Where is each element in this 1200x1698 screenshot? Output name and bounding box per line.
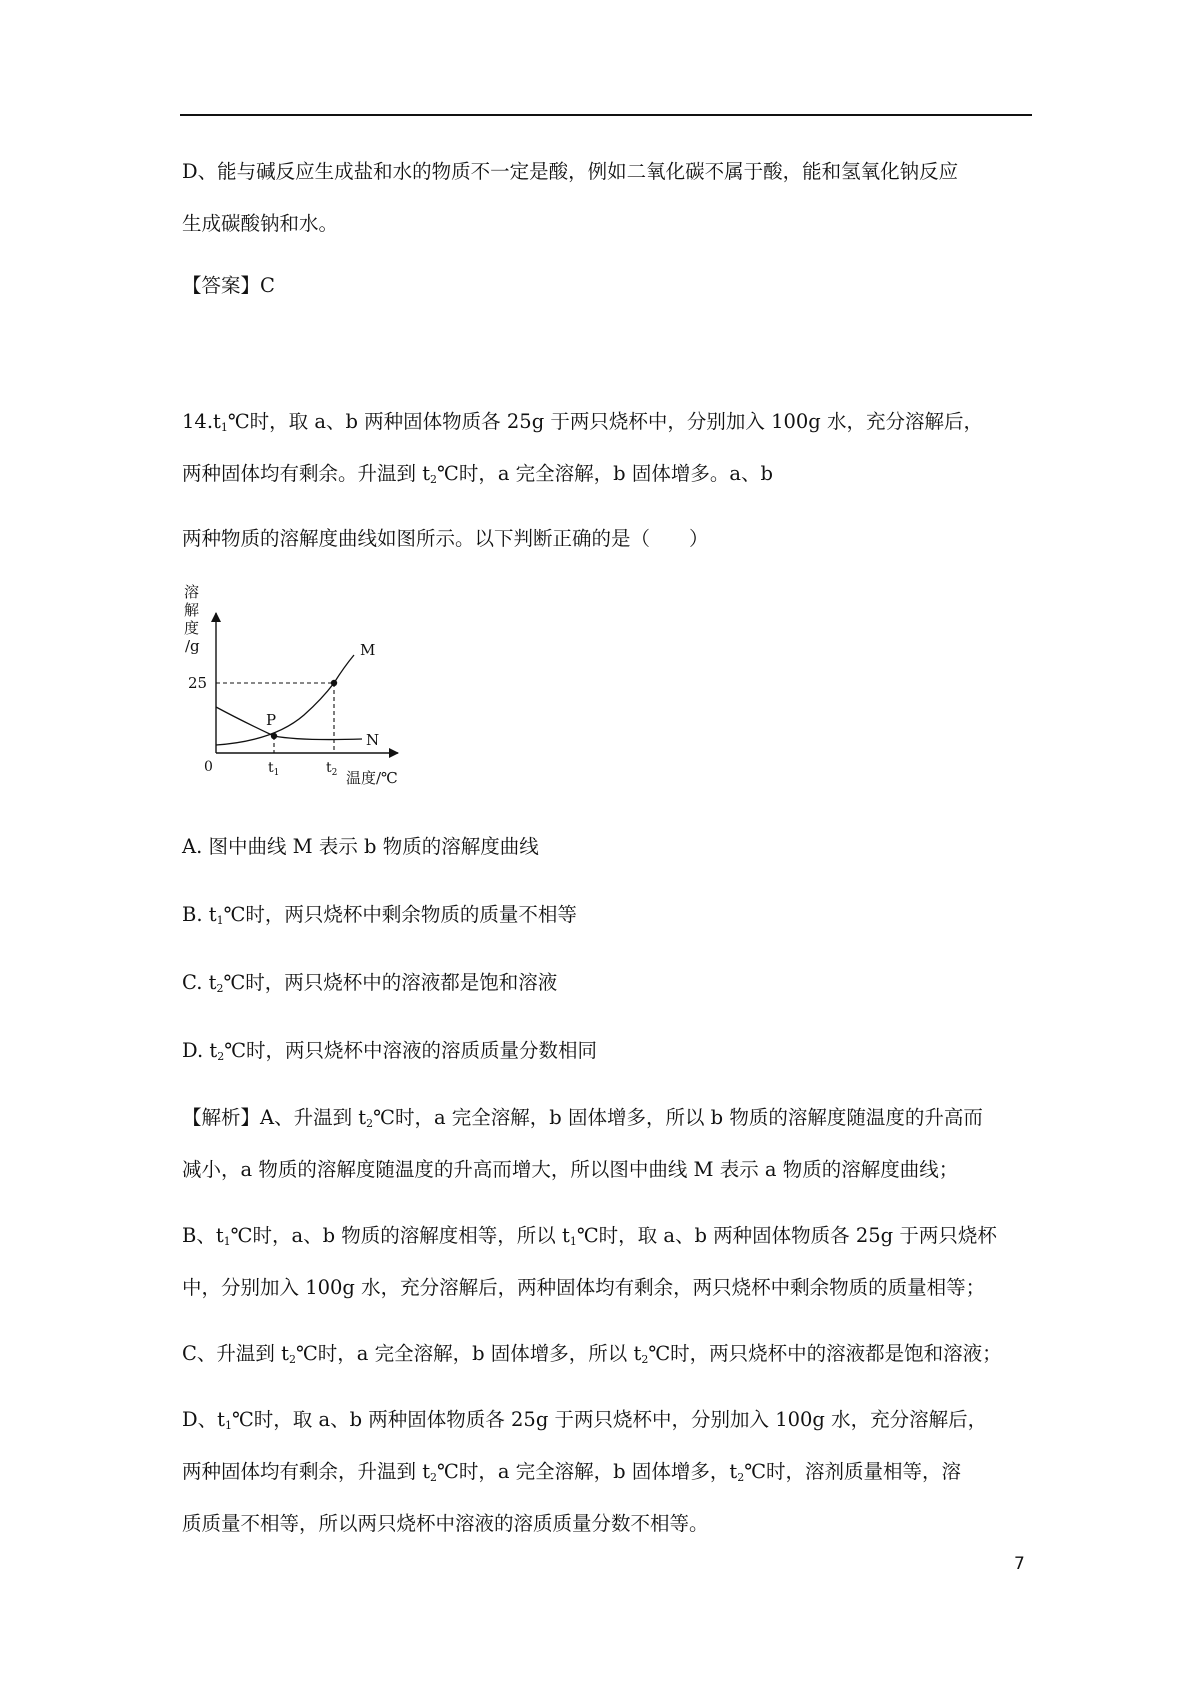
answer-line: 【答案】C (182, 274, 275, 297)
x-tick-t1: $t_1$ (268, 760, 280, 778)
y-tick-25: 25 (188, 674, 208, 692)
question-14-prompt: 两种物质的溶解度曲线如图所示。以下判断正确的是（ ） (182, 527, 709, 550)
ylabel-3: 度 (184, 619, 200, 637)
solubility-figure (182, 583, 422, 793)
point-p (271, 733, 277, 739)
ylabel-2: 解 (184, 601, 200, 619)
paragraph-d-explanation: D、能与碱反应生成盐和水的物质不一定是酸，例如二氧化碳不属于酸，能和氢氧化钠反应 生成碳酸钠和水。 (182, 160, 959, 235)
origin-label: 0 (204, 759, 213, 775)
curve-m (216, 655, 354, 745)
point-m-t2 (331, 680, 337, 686)
ylabel-1: 溶 (184, 583, 200, 601)
ylabel-4: /g (185, 637, 200, 655)
option-d: D. $t_2℃$时，两只烧杯中溶液的溶质质量分数相同 (182, 1039, 598, 1063)
curve-n-label: N (366, 731, 380, 749)
point-p-label: P (266, 711, 277, 729)
x-axis-label: 温度/℃ (346, 769, 398, 787)
option-c: C. $t_2℃$时，两只烧杯中的溶液都是饱和溶液 (182, 971, 558, 995)
x-tick-t2: $t_2$ (326, 760, 338, 778)
curve-m-label: M (360, 641, 376, 659)
option-b: B. $t_1℃$时，两只烧杯中剩余物质的质量不相等 (182, 903, 577, 927)
curve-n (216, 707, 362, 740)
analysis-c: C、升温到 $t_2℃$时，a 完全溶解，b 固体增多，所以 $t_2℃$时，两只烧杯中的溶液都是饱和溶液； (182, 1342, 1002, 1366)
analysis-d: D、$t_1℃$时，取 a、b 两种固体物质各 25g 于两只烧杯中，分别加入 100g 水，充分溶解后， 两种固体均有剩余，升温到 $t_2℃$时，a 完全溶解，b 固体增多，$t_2℃$时，溶剂质量相等，溶 质质量不相等，所以两只烧杯中溶液的溶质质量分数不相等。 (182, 1408, 988, 1535)
page-number: 7 (1014, 1554, 1025, 1574)
analysis-a: 【解析】A、升温到 $t_2℃$时，a 完全溶解，b 固体增多，所以 b 物质的溶解度随温度的升高而 减小，a 物质的溶解度随温度的升高而增大，所以图中曲线 M 表示 a 物质的溶解度曲线； (182, 1106, 983, 1181)
analysis-b: B、$t_1℃$时，a、b 物质的溶解度相等，所以 $t_1℃$时，取 a、b 两种固体物质各 25g 于两只烧杯 中，分别加入 100g 水，充分溶解后，两种固体均有剩余，两只烧杯中剩余物质的质量相等； (182, 1224, 997, 1299)
option-a: A. 图中曲线 M 表示 b 物质的溶解度曲线 (182, 835, 539, 858)
header-rule (180, 114, 1032, 116)
question-14: $14.t_1℃$时，取 a、b 两种固体物质各 25g 于两只烧杯中，分别加入 100g 水，充分溶解后， 两种固体均有剩余。升温到 $t_2℃$时，a 完全溶解，b 固体增多。a、b (182, 410, 983, 486)
